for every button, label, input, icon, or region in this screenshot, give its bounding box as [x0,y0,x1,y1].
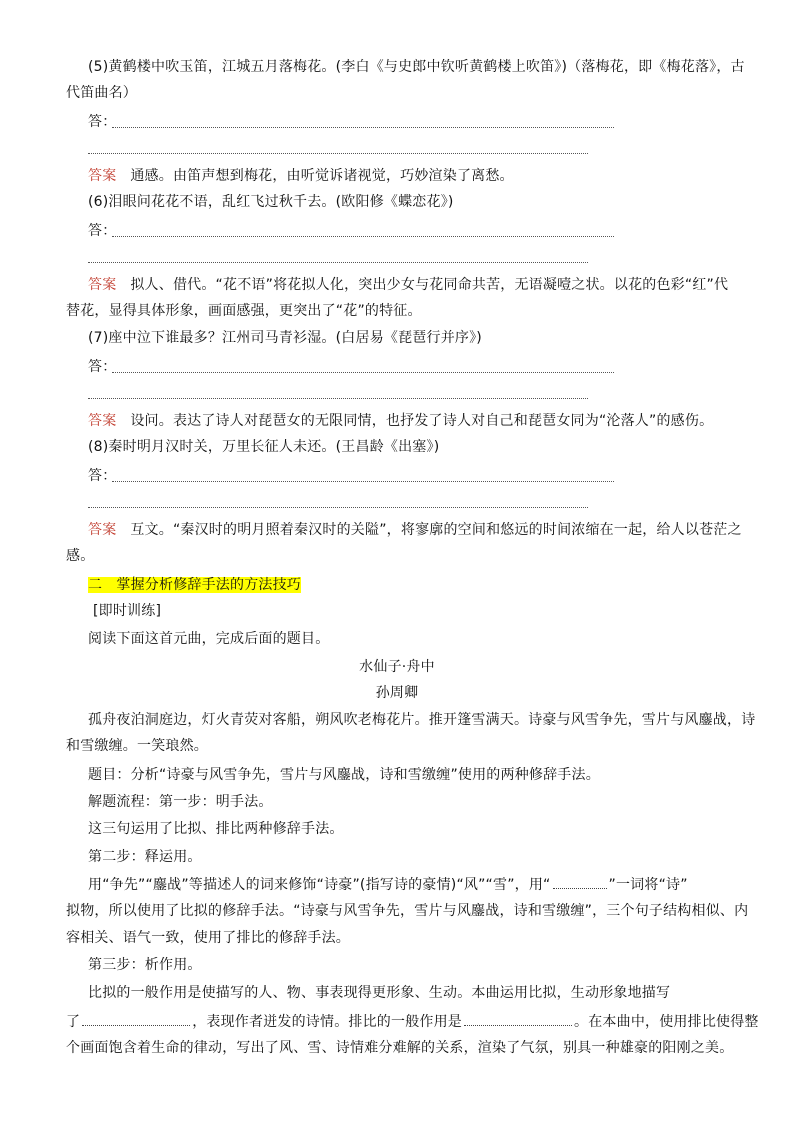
poem-author: 孙周卿 [375,685,419,701]
answer-label: 答案 [88,522,117,538]
answer-text: 通感。由笛声想到梅花，由听觉诉诸视觉，巧妙渲染了离愁。 [130,168,514,184]
step-3-text-a: 了 [66,1014,81,1030]
section-heading-text: 二 掌握分析修辞手法的方法技巧 [88,577,301,593]
flow-step-3-title: 第三步：析作用。 [88,957,202,973]
question-8-line-1: (8)秦时明月汉时关，万里长征人未还。(王昌龄《出塞》) [88,439,440,455]
answer-blank-line[interactable] [112,481,614,482]
answer-blank-line[interactable] [88,153,588,154]
poem-text-line-2: 和雪缴缠。一笑琅然。 [66,738,208,754]
fill-in-blank[interactable] [553,874,607,889]
poem-title: 水仙子·舟中 [359,659,435,675]
question-6-line-1: (6)泪眼问花花不语，乱红飞过秋千去。(欧阳修《蝶恋花》) [88,194,454,210]
answer-label: 答案 [88,168,117,184]
answer-blank-line[interactable] [88,398,588,399]
answer-blank-line[interactable] [112,372,614,373]
question-6-answer-line-2: 替花，显得具体形象，画面感强，更突出了“花”的特征。 [66,303,422,319]
question-5-answer-prompt: 答： [88,114,117,130]
reading-instruction: 阅读下面这首元曲，完成后面的题目。 [88,631,330,647]
answer-text: 互文。“秦汉时的明月照着秦汉时的关隘”，将寥廓的空间和悠远的时间浓缩在一起，给人以苍茫之 [130,522,742,538]
question-8-answer-line-2: 感。 [66,548,95,564]
question-6-answer-prompt: 答： [88,223,117,239]
section-heading [88,575,301,595]
question-8-answer-prompt: 答： [88,468,117,484]
question-7-answer-prompt: 答： [88,359,117,375]
answer-blank-line[interactable] [88,507,588,508]
flow-step-3-line-1: 比拟的一般作用是使描写的人、物、事表现得更形象、生动。本曲运用比拟，生动形象地描写 [88,985,671,1001]
question-8-answer-line-1 [88,520,742,540]
answer-blank-line[interactable] [112,236,614,237]
flow-step-1-title: 解题流程：第一步：明手法。 [88,794,273,810]
flow-step-2-title: 第二步：释运用。 [88,849,202,865]
question-6-answer-line-1 [88,275,728,295]
answer-text: 拟人、借代。“花不语”将花拟人化，突出少女与花同命共苦，无语凝噎之状。以花的色彩“红”代 [130,277,729,293]
question-prompt: 题目：分析“诗豪与风雪争先，雪片与风鏖战，诗和雪缴缠”使用的两种修辞手法。 [88,767,600,783]
answer-blank-line[interactable] [112,127,614,128]
training-label: [即时训练] [93,603,162,619]
flow-step-1-text: 这三句运用了比拟、排比两种修辞手法。 [88,821,344,837]
question-5-line-1: (5)黄鹤楼中吹玉笛，江城五月落梅花。(李白《与史郎中钦听黄鹤楼上吹笛》)（落梅花，即《梅花落》，古 [88,59,745,75]
flow-step-2-line-3: 容相关、语气一致，使用了排比的修辞手法。 [66,930,350,946]
question-5-answer [88,166,514,186]
poem-text-line-1: 孤舟夜泊洞庭边，灯火青荧对客船，朔风吹老梅花片。推开篷雪满天。诗豪与风雪争先，雪片与风鏖战，诗 [88,712,756,728]
step-3-text-b: ，表现作者迸发的诗情。排比的一般作用是 [192,1014,463,1030]
flow-step-3-line-2 [66,1011,759,1032]
fill-in-blank[interactable] [82,1011,190,1026]
step-2-text-a: 用“争先”“鏖战”等描述人的词来修饰“诗豪”(指写诗的豪情)“风”“雪”，用“ [88,877,551,893]
flow-step-3-line-3: 个画面饱含着生命的律动，写出了风、雪、诗情难分难解的关系，渲染了气氛，别具一种雄豪的阳刚之美。 [66,1040,734,1056]
answer-text: 设问。表达了诗人对琵琶女的无限同情，也抒发了诗人对自己和琵琶女同为“沦落人”的感伤。 [130,413,714,429]
flow-step-2-line-2: 拟物，所以使用了比拟的修辞手法。“诗豪与风雪争先，雪片与风鏖战，诗和雪缴缠”，三个句子结构相似、内 [66,903,749,919]
answer-label: 答案 [88,277,117,293]
answer-label: 答案 [88,413,117,429]
step-3-text-c: 。在本曲中，使用排比使得整 [574,1014,759,1030]
question-7-line-1: (7)座中泣下谁最多？江州司马青衫湿。(白居易《琵琶行并序》) [88,330,482,346]
fill-in-blank[interactable] [464,1011,572,1026]
step-2-text-b: ”一词将“诗” [608,877,688,893]
question-7-answer [88,411,713,431]
flow-step-2-line-1 [88,874,688,895]
answer-blank-line[interactable] [88,262,588,263]
question-5-line-2: 代笛曲名） [66,85,137,101]
